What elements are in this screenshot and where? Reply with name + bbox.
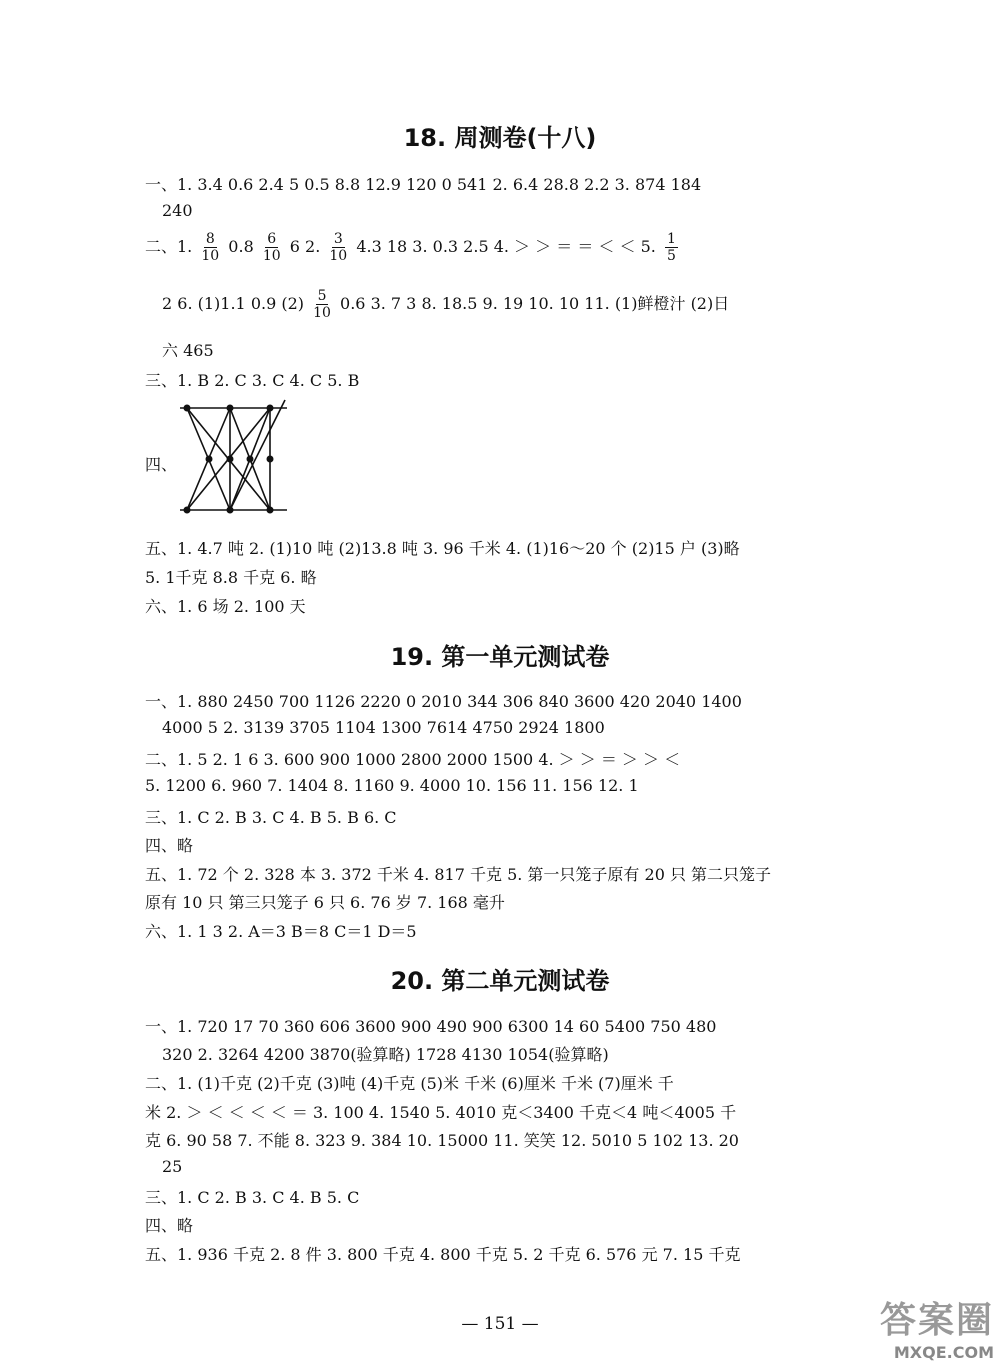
s18-line-8: 五、1. 4.7 吨 2. (1)10 吨 (2)13.8 吨 3. 96 千米 4. (1)16～20 个 (2)15 户 (3)略 (145, 539, 740, 558)
s19-line-8: 原有 10 只 第三只笼子 6 只 6. 76 岁 7. 168 毫升 (145, 893, 505, 912)
s18-line-5: 六 465 (162, 341, 214, 360)
watermark-logo (880, 1292, 994, 1362)
section-title-18: 18. 周测卷(十八) (403, 124, 597, 152)
s18-line-6: 三、1. B 2. C 3. C 4. C 5. B (145, 371, 360, 390)
page-number: — 151 — (461, 1314, 539, 1334)
s20-line-5: 克 6. 90 58 7. 不能 8. 323 9. 384 10. 15000 11. 笑笑 12. 5010 5 102 13. 20 (145, 1131, 739, 1150)
fraction: $\frac{8}{10}$ (201, 231, 220, 264)
section-title-20: 20. 第二单元测试卷 (390, 967, 610, 995)
s18-line-4 (162, 288, 729, 321)
s20-line-6: 25 (162, 1157, 183, 1176)
s20-line-1: 一、1. 720 17 70 360 606 3600 900 490 900 6300 14 60 5400 750 480 (145, 1017, 717, 1036)
s20-line-4: 米 2. ＞ ＜ ＜ ＜ ＜ ＝ 3. 100 4. 1540 5. 4010 克＜3400 千克＜4 吨＜4005 千 (145, 1103, 737, 1122)
s19-line-6: 四、略 (145, 836, 194, 855)
s19-line-1: 一、1. 880 2450 700 1126 2220 0 2010 344 306 840 3600 420 2040 1400 (145, 692, 742, 711)
s18-text: 4.3 18 3. 0.3 2.5 4. ＞ ＞ ＝ ＝ ＜ ＜ 5. (356, 237, 656, 256)
fraction: $\frac{5}{10}$ (313, 288, 331, 321)
s19-line-9: 六、1. 1 3 2. A＝3 B＝8 C＝1 D＝5 (145, 922, 417, 941)
s20-line-9: 五、1. 936 千克 2. 8 件 3. 800 千克 4. 800 千克 5. 2 千克 6. 576 元 7. 15 千克 (145, 1245, 741, 1264)
s18-text: 2 6. (1)1.1 0.9 (2) (162, 294, 305, 313)
s18-line-9: 5. 1千克 8.8 千克 6. 略 (145, 568, 317, 587)
s18-text: 0.8 (228, 237, 254, 256)
s19-line-2: 4000 5 2. 3139 3705 1104 1300 7614 4750 2924 1800 (162, 718, 605, 737)
s18-line-7: 四、 (145, 455, 178, 474)
s18-text: 6 2. (289, 237, 321, 256)
s20-line-8: 四、略 (145, 1216, 194, 1235)
s19-line-7: 五、1. 72 个 2. 328 本 3. 372 千米 4. 817 千克 5. 第一只笼子原有 20 只 第二只笼子 (145, 865, 772, 884)
s19-line-3: 二、1. 5 2. 1 6 3. 600 900 1000 2800 2000 1500 4. ＞ ＞ ＝ ＞ ＞ ＜ (145, 750, 681, 769)
s18-line-1: 一、1. 3.4 0.6 2.4 5 0.5 8.8 12.9 120 0 541 2. 6.4 28.8 2.2 3. 874 184 (145, 175, 702, 194)
section-title-19: 19. 第一单元测试卷 (390, 643, 610, 671)
s18-line-2: 240 (162, 201, 193, 220)
s19-line-4: 5. 1200 6. 960 7. 1404 8. 1160 9. 4000 10. 156 11. 156 12. 1 (145, 776, 639, 795)
watermark-url: MXQE.COM (893, 1343, 994, 1362)
watermark-text: 答案圈 (879, 1300, 994, 1341)
line-diagram (175, 398, 295, 523)
s18-text: 0.6 3. 7 3 8. 18.5 9. 19 10. 10 11. (1)鲜橙汁 (2)日 (340, 294, 730, 313)
s20-line-3: 二、1. (1)千克 (2)千克 (3)吨 (4)千克 (5)米 千米 (6)厘米 千米 (7)厘米 千 (145, 1074, 674, 1093)
s18-line-10: 六、1. 6 场 2. 100 天 (145, 597, 306, 616)
fraction: $\frac{6}{10}$ (262, 231, 281, 264)
fraction: $\frac{3}{10}$ (329, 231, 348, 264)
s20-line-2: 320 2. 3264 4200 3870(验算略) 1728 4130 1054(验算略) (162, 1045, 609, 1064)
fraction: $\frac{1}{5}$ (666, 231, 676, 264)
s18-line-3 (145, 231, 682, 264)
s18-frac-prefix: 二、1. (145, 237, 193, 256)
s19-line-5: 三、1. C 2. B 3. C 4. B 5. B 6. C (145, 808, 397, 827)
s20-line-7: 三、1. C 2. B 3. C 4. B 5. C (145, 1188, 360, 1207)
